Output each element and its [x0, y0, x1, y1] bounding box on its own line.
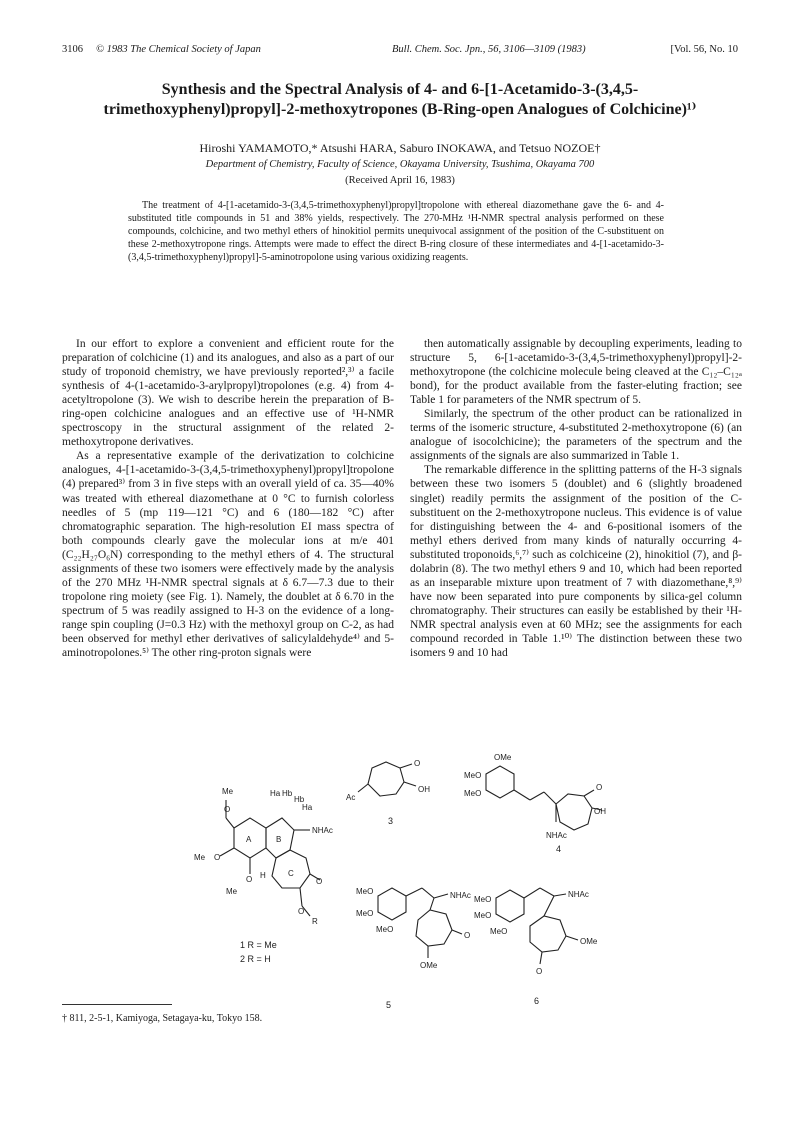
chem-label: OH [418, 785, 430, 794]
footnote-rule [62, 1004, 172, 1005]
chem-label: MeO [490, 927, 508, 936]
chem-label: O [464, 931, 471, 940]
compound-number-6: 6 [534, 996, 540, 1006]
body-paragraph: In our effort to explore a convenient and efficient route for the preparation of colchicine (1) and its analogues, and also as a part of our study of troponoid chemistry, we have previously reported²,³⁾ a facile synthesis of 4-(1-acetamido-3-arylpropyl)tropolones (e.g. 4) from 4-acetyltropolone (3). We wish to describe herein the preparation of B-ring-open colchicine analogues and an effective use of ¹H-NMR spectroscopy in the structural assignment of the related 2-methoxytropone derivatives. [62, 338, 394, 449]
chem-label: Hb [282, 789, 293, 798]
chem-label: O [316, 877, 323, 886]
chem-label: OH [594, 807, 606, 816]
ring-label-b: B [276, 835, 282, 844]
chem-label: O [298, 907, 305, 916]
chem-label: H [260, 871, 266, 880]
chem-label: MeO [356, 909, 374, 918]
chem-label: OMe [494, 753, 512, 762]
chem-label: MeO [474, 911, 492, 920]
cpd4-aryl-ring [486, 766, 514, 798]
chem-label: Ha [302, 803, 313, 812]
cpd5-tropone-ring [416, 910, 452, 946]
body-paragraph: As a representative example of the derivatization to colchicine analogues, 4-[1-acetamido-3-(3,4,5-trimethoxyphenyl)propyl]tropolone (4) prepared³⁾ from 3 in five steps with an overall yield of ca. 35—40% was treated with ethereal diazomethane at 0 °C to furnish colorless needles of 5 (mp 119—121 °C) and 6 (180—182 °C) after chromatographic separation. The high-resolution EI mass spectra of both compounds clearly gave the molecular ions at m/e 401 (C₂₂H₂₇O₆N) corresponding to the methyl ethers of 4. The structural assignments of these two isomers were effectively made by the analysis of the 270 MHz ¹H-NMR spectral signals at δ 6.7—7.3 due to their tropolone ring moiety (see Fig. 1). Namely, the doublet at δ 6.70 in the spectrum of 5 was readily assigned to H-3 on the evidence of a long-range spin coupling (J=0.3 Hz) with the methoxyl group on C-2, as had been observed for methyl ether derivatives of salicylaldehyde⁴⁾ and 5-aminotropolones.⁵⁾ The other ring-proton signals were [62, 450, 394, 660]
volume-issue: [Vol. 56, No. 10 [670, 44, 738, 55]
chem-label: NHAc [546, 831, 567, 840]
copyright-line: © 1983 The Chemical Society of Japan [96, 44, 261, 55]
compound-label-2: 2 R = H [240, 954, 271, 964]
chem-label: O [214, 853, 221, 862]
chem-label: MeO [356, 887, 374, 896]
affiliation: Department of Chemistry, Faculty of Science, Okayama University, Tsushima, Okayama 700 [205, 159, 595, 170]
chem-label: R [312, 917, 318, 926]
chem-label: NHAc [450, 891, 471, 900]
ring-label-c: C [288, 869, 294, 878]
article-title: Synthesis and the Spectral Analysis of 4- and 6-[1-Acetamido-3-(3,4,5-trimethoxyphenyl)propyl]-2-methoxytropones (B-Ring-open Analogues of Colchicine)¹⁾ [103, 81, 697, 118]
page-number: 3106 [62, 44, 83, 55]
author-list: Hiroshi YAMAMOTO,* Atsushi HARA, Saburo INOKAWA, and Tetsuo NOZOE† [199, 141, 601, 155]
cpd3-ring [368, 762, 404, 796]
chem-label: MeO [474, 895, 492, 904]
chem-label: O [224, 805, 231, 814]
chem-label: MeO [376, 925, 394, 934]
compound-number-3: 3 [388, 816, 394, 826]
body-paragraph: then automatically assignable by decoupling experiments, leading to structure 5, 6-[1-acetamido-3-(3,4,5-trimethoxyphenyl)propyl]-2-methoxytropone (the colchicine molecule being cleaved at the C₁₂–C₁₂ₐ bond), for the product available from the faster-eluting fraction; see Table 1 for parameters of the NMR spectrum of 5. [410, 338, 742, 407]
journal-citation: Bull. Chem. Soc. Jpn., 56, 3106—3109 (1983) [392, 44, 586, 55]
compound-label-1: 1 R = Me [240, 940, 277, 950]
chem-label: O [246, 875, 253, 884]
left-column [62, 337, 394, 660]
chem-label: Me [222, 787, 234, 796]
running-header [62, 44, 738, 58]
compound-number-4: 4 [556, 844, 562, 854]
chem-label: Hb [294, 795, 305, 804]
chem-label: O [414, 759, 421, 768]
chem-label: NHAc [568, 890, 589, 899]
chem-label: O [536, 967, 543, 976]
chem-label: Me [226, 887, 238, 896]
chem-label: OMe [580, 937, 598, 946]
received-date: (Received April 16, 1983) [345, 175, 455, 186]
chem-label: Me [194, 853, 206, 862]
compound-number-5: 5 [386, 1000, 392, 1010]
chem-label: MeO [464, 789, 482, 798]
abstract: The treatment of 4-[1-acetamido-3-(3,4,5-trimethoxyphenyl)propyl]tropolone with ethereal diazomethane gave the 6- and 4-substituted title compounds in 51 and 38% yields, respectively. The 270-MHz ¹H-NMR spectral analysis performed on these compounds, colchicine, and two methyl ethers of hinokitiol permits unequivocal assignment of the position of the C-substituent on these 2-methoxytropone rings. Attempts were made to effect the direct B-ring closure of these intermediates and 4-[1-acetamido-3-(3,4,5-trimethoxyphenyl)propyl]-5-aminotropolone using various oxidizing reagents. [128, 200, 664, 264]
chem-label: O [596, 783, 603, 792]
body-paragraph: Similarly, the spectrum of the other product can be rationalized in terms of the isomeric structure, 4-substituted 2-methoxytropone (6) (an analogue of isocolchicine); the parameters of the spectrum and the assignments of the signals are also summarized in Table 1. [410, 408, 742, 463]
chem-label: OMe [420, 961, 438, 970]
chem-label: NHAc [312, 826, 333, 835]
chem-label: Ha [270, 789, 281, 798]
cpd6-tropone-ring [530, 916, 566, 952]
chem-label: MeO [464, 771, 482, 780]
ring-label-a: A [246, 835, 252, 844]
cpd4-tropolone-ring [556, 794, 592, 830]
right-column [410, 337, 742, 660]
chem-label: Ac [346, 793, 356, 802]
body-paragraph: The remarkable difference in the splitting patterns of the H-3 signals between these two isomers 5 (doublet) and 6 (slightly broadened singlet) readily permits the assignment of the position of the C-substituent on the 2-methoxytropone nucleus. This evidence is of value for distinguishing between the 4- and 6-positional isomers of the methyl ethers derived from many kinds of naturally occurring 4-substituted troponoids,⁶,⁷⁾ such as colchiceine (2), hinokitiol (7), and β-dolabrin (8). The two methyl ethers 9 and 10, which had been reported as an inseparable mixture upon treatment of 7 with diazomethane,⁸,⁹⁾ have now been separated into pure components by silica-gel column chromatography. Their structures can easily be established by their ¹H-NMR spectral analysis even at 60 MHz; see the assignments for each compound recorded in Table 1.¹⁰⁾ The distinction between these two isomers 9 and 10 had [410, 464, 742, 660]
footnote: † 811, 2-5-1, Kamiyoga, Setagaya-ku, Tokyo 158. [62, 1013, 263, 1024]
structure-scheme [190, 748, 610, 1038]
cpd5-aryl-ring [378, 888, 406, 920]
cpd6-aryl-ring [496, 890, 524, 922]
